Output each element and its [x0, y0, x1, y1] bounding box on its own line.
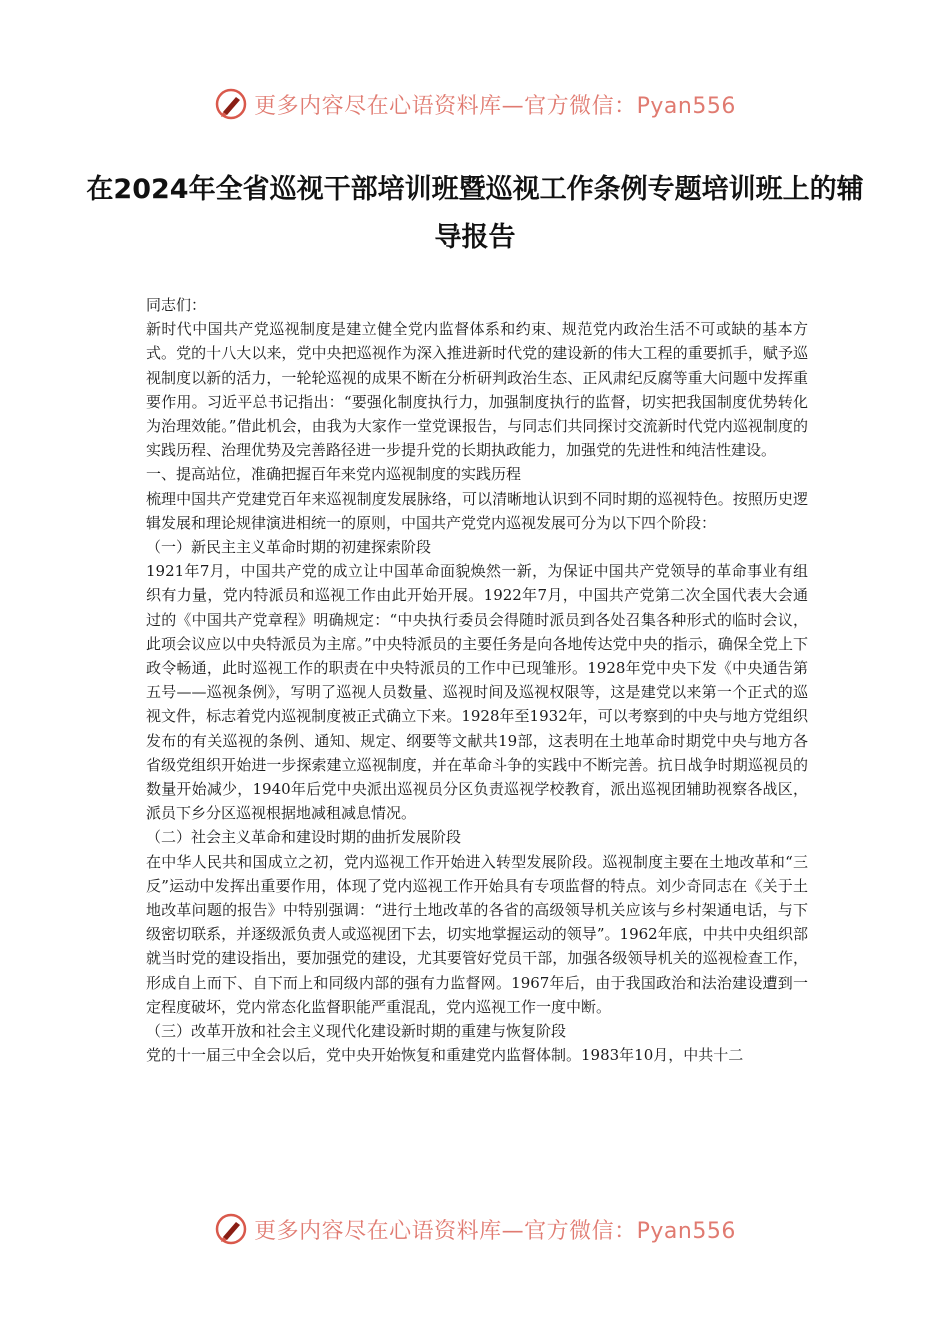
subsection-heading: （二）社会主义革命和建设时期的曲折发展阶段	[146, 828, 462, 847]
paragraph: 在中华人民共和国成立之初，党内巡视工作开始进入转型发展阶段。巡视制度主要在土地改革和“三反”运动中发挥出重要作用，体现了党内巡视工作开始具有专项监督的特点。刘少奇同志在《关于土地改革问题的报告》中特别强调：“进行土地改革的各省的高级领导机关应该与乡村架通电话，与下级密切联系，并逐级派负责人或巡视团下去，切实地掌握运动的领导”。1962年底，中共中央组织部就当时党的建设指出，要加强党的建设，尤其要管好党员干部，加强各级领导机关的巡视检查工作，形成自上而下、自下而上和同级内部的强有力监督网。1967年后，由于我国政治和法治建设遭到一定程度破坏，党内常态化监督职能严重混乱，党内巡视工作一度中断。	[146, 852, 808, 1016]
section-heading: 一、提高站位，准确把握百年来党内巡视制度的实践历程	[146, 465, 522, 484]
document-body	[146, 293, 808, 1068]
paragraph: 梳理中国共产党建党百年来巡视制度发展脉络，可以清晰地认识到不同时期的巡视特色。按照历史逻辑发展和理论规律演进相统一的原则，中国共产党党内巡视发展可分为以下四个阶段：	[146, 489, 808, 532]
subsection-heading: （一）新民主主义革命时期的初建探索阶段	[146, 538, 432, 557]
banner-text: 更多内容尽在心语资料库—官方微信：Pyan556	[254, 93, 736, 119]
header-banner	[0, 84, 950, 124]
pen-logo-icon	[214, 87, 248, 121]
pen-logo-icon	[214, 1212, 248, 1246]
paragraph: 党的十一届三中全会以后，党中央开始恢复和重建党内监督体制。1983年10月，中共十二	[146, 1046, 744, 1065]
paragraph: 新时代中国共产党巡视制度是建立健全党内监督体系和约束、规范党内政治生活不可或缺的基本方式。党的十八大以来，党中央把巡视作为深入推进新时代党的建设新的伟大工程的重要抓手，赋予巡视制度以新的活力，一轮轮巡视的成果不断在分析研判政治生态、正风肃纪反腐等重大问题中发挥重要作用。习近平总书记指出：“要强化制度执行力，加强制度执行的监督，切实把我国制度优势转化为治理效能。”借此机会，由我为大家作一堂党课报告，与同志们共同探讨交流新时代党内巡视制度的实践历程、治理优势及完善路径进一步提升党的长期执政能力，加强党的先进性和纯洁性建设。	[146, 320, 808, 460]
salutation: 同志们：	[146, 296, 207, 314]
document-title: 在2024年全省巡视干部培训班暨巡视工作条例专题培训班上的辅导报告	[86, 174, 864, 254]
banner-text: 更多内容尽在心语资料库—官方微信：Pyan556	[254, 1218, 736, 1244]
paragraph: 1921年7月，中国共产党的成立让中国革命面貌焕然一新，为保证中国共产党领导的革命事业有组织有力量，党内特派员和巡视工作由此开始开展。1922年7月，中国共产党第二次全国代表大会通过的《中国共产党章程》明确规定：“中央执行委员会得随时派员到各处召集各种形式的临时会议，此项会议应以中央特派员为主席。”中央特派员的主要任务是向各地传达党中央的指示，确保全党上下政令畅通，此时巡视工作的职责在中央特派员的工作中已现雏形。1928年党中央下发《中央通告第五号——巡视条例》，写明了巡视人员数量、巡视时间及巡视权限等，这是建党以来第一个正式的巡视文件，标志着党内巡视制度被正式确立下来。1928年至1932年，可以考察到的中央与地方党组织发布的有关巡视的条例、通知、规定、纲要等文献共19部，这表明在土地革命时期党中央与地方各省级党组织开始进一步探索建立巡视制度，并在革命斗争的实践中不断完善。抗日战争时期巡视员的数量开始减少，1940年后党中央派出巡视员分区负责巡视学校教育，派出巡视团辅助视察各战区，派员下乡分区巡视根据地减租减息情况。	[146, 562, 808, 823]
footer-banner	[0, 1209, 950, 1249]
subsection-heading: （三）改革开放和社会主义现代化建设新时期的重建与恢复阶段	[146, 1022, 567, 1041]
